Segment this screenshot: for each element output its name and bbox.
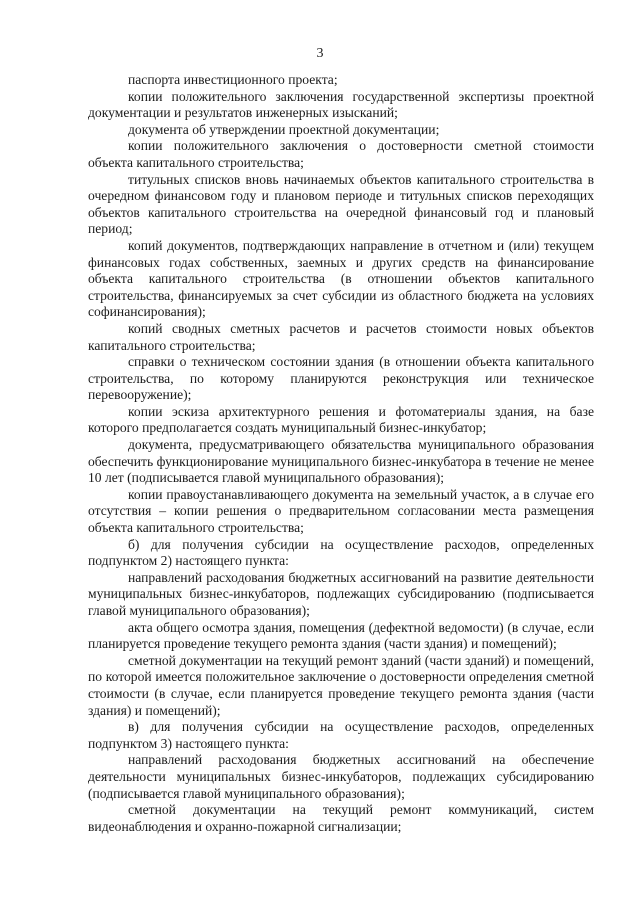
paragraph: копии положительного заключения государственной экспертизы проектной документации и результатов инженерных изысканий;	[88, 88, 594, 121]
paragraph: копии эскиза архитектурного решения и фотоматериалы здания, на базе которого предполагается создать муниципальный бизнес-инкубатор;	[88, 403, 594, 436]
paragraph: сметной документации на текущий ремонт зданий (части зданий) и помещений, по которой имеется положительное заключение о достоверности определения сметной стоимости (в случае, если планируется проведение текущего ремонта здания (части здания) и помещений);	[88, 652, 594, 718]
paragraph: титульных списков вновь начинаемых объектов капитального строительства в очередном финансовом году и плановом периоде и титульных списков переходящих объектов капитального строительства на очередной финансовый год и плановый период;	[88, 171, 594, 237]
paragraph: копий документов, подтверждающих направление в отчетном и (или) текущем финансовых годах собственных, заемных и других средств на финансирование объекта капитального строительства (в отношении объектов капитального строительства, финансируемых за счет субсидии из областного бюджета на условиях софинансирования);	[88, 237, 594, 320]
paragraph: паспорта инвестиционного проекта;	[128, 72, 338, 87]
paragraph: документа, предусматривающего обязательства муниципального образования обеспечить функционирование муниципального бизнес-инкубатора в течение не менее 10 лет (подписывается главой муниципального образования);	[88, 437, 594, 486]
paragraph: копии правоустанавливающего документа на земельный участок, а в случае его отсутствия – копии решения о предварительном согласовании места размещения объекта капитального строительства;	[88, 486, 594, 536]
paragraph: справки о техническом состоянии здания (в отношении объекта капитального строительства, по которому планируются реконструкция или техническое перевооружение);	[88, 354, 594, 403]
paragraph: акта общего осмотра здания, помещения (дефектной ведомости) (в случае, если планируется проведение текущего ремонта здания (части здания) и помещений);	[88, 619, 594, 652]
paragraph: в) для получения субсидии на осуществление расходов, определенных подпунктом 3) настоящего пункта:	[88, 719, 594, 751]
paragraph: сметной документации на текущий ремонт коммуникаций, систем видеонаблюдения и охранно-пожарной сигнализации;	[88, 802, 594, 834]
paragraph: б) для получения субсидии на осуществление расходов, определенных подпунктом 2) настоящего пункта:	[88, 536, 594, 569]
paragraph: направлений расходования бюджетных ассигнований на развитие деятельности муниципальных бизнес-инкубаторов, подлежащих субсидированию (подписывается главой муниципального образования);	[88, 569, 594, 618]
paragraph: направлений расходования бюджетных ассигнований на обеспечение деятельности муниципальных бизнес-инкубаторов, подлежащих субсидированию (подписывается главой муниципального образования);	[88, 752, 594, 801]
paragraph: копий сводных сметных расчетов и расчетов стоимости новых объектов капитального строительства;	[88, 320, 594, 353]
page-number: 3	[316, 46, 324, 61]
paragraph: копии положительного заключения о достоверности сметной стоимости объекта капитального строительства;	[88, 138, 594, 170]
document-body	[88, 72, 594, 835]
paragraph: документа об утверждении проектной документации;	[128, 121, 440, 137]
